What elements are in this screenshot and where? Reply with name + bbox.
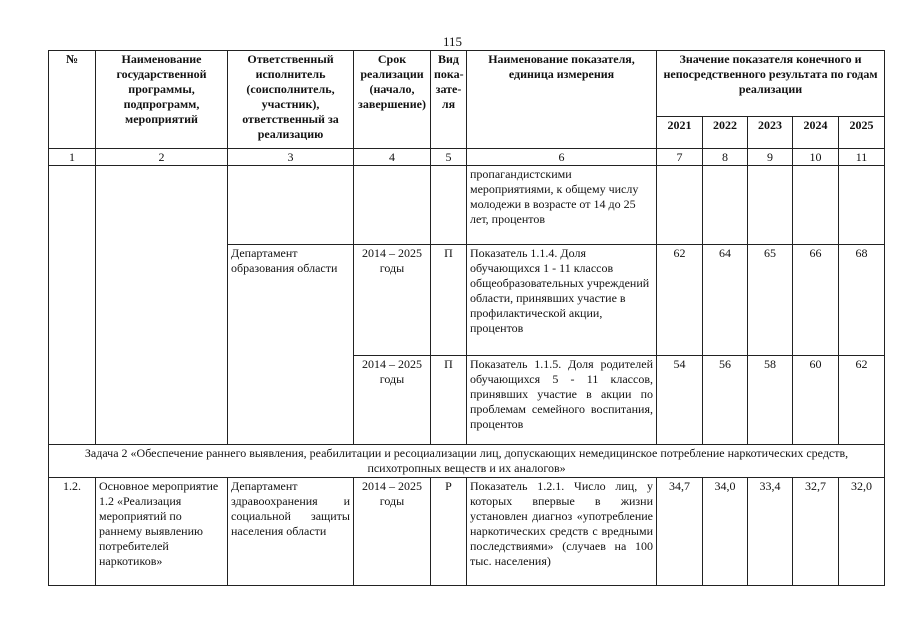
col-number: 2 xyxy=(96,149,228,166)
cell-executor: Департамент образования области xyxy=(228,245,354,445)
col-number: 7 xyxy=(657,149,703,166)
cell-indicator: пропагандистскими мероприятиями, к общему числу молодежи в возрасте от 14 до 25 лет, процентов xyxy=(467,166,657,245)
cell-value: 56 xyxy=(703,356,748,445)
year-2025: 2025 xyxy=(839,117,885,149)
cell-term: 2014 – 2025 годы xyxy=(354,356,431,445)
col-number: 8 xyxy=(703,149,748,166)
table-row xyxy=(49,166,885,245)
cell-kind xyxy=(431,166,467,245)
cell-kind: П xyxy=(431,245,467,356)
cell-num: 1.2. xyxy=(49,478,96,586)
col-number: 4 xyxy=(354,149,431,166)
cell-indicator: Показатель 1.2.1. Число лиц, у которых впервые в жизни установлен диагноз «употребление наркотических средств с вредными последствиями» (случаев на 100 тыс. населения) xyxy=(467,478,657,586)
cell-value xyxy=(657,166,703,245)
page-number: 115 xyxy=(442,34,463,49)
year-2024: 2024 xyxy=(793,117,839,149)
cell-term xyxy=(354,166,431,245)
table-row xyxy=(49,478,885,586)
cell-term: 2014 – 2025 годы xyxy=(354,245,431,356)
cell-value: 66 xyxy=(793,245,839,356)
header-program: Наименование государственной программы, подпрограмм, мероприятий xyxy=(96,51,228,149)
indicators-table xyxy=(48,50,885,586)
cell-value xyxy=(793,166,839,245)
cell-value: 62 xyxy=(839,356,885,445)
header-values-title: Значение показателя конечного и непосредственного результата по годам реализации xyxy=(657,51,885,117)
cell-kind: П xyxy=(431,356,467,445)
task-row xyxy=(49,445,885,478)
cell-value: 34,0 xyxy=(703,478,748,586)
col-number: 9 xyxy=(748,149,793,166)
cell-value: 34,7 xyxy=(657,478,703,586)
task-title: Задача 2 «Обеспечение раннего выявления, реабилитации и ресоциализации лиц, допускающих немедицинское потребление наркотических средств, психотропных веществ и их аналогов» xyxy=(49,445,885,478)
cell-program xyxy=(96,166,228,445)
cell-executor: Департамент здравоохранения и социальной защиты населения области xyxy=(228,478,354,586)
col-number: 6 xyxy=(467,149,657,166)
cell-value: 58 xyxy=(748,356,793,445)
cell-value: 62 xyxy=(657,245,703,356)
col-number: 11 xyxy=(839,149,885,166)
cell-program: Основное мероприятие 1.2 «Реализация мероприятий по раннему выявлению потребителей наркотиков» xyxy=(96,478,228,586)
header-executor: Ответственный исполнитель (соисполнитель, участник), ответственный за реализацию xyxy=(228,51,354,149)
cell-value: 32,7 xyxy=(793,478,839,586)
cell-executor xyxy=(228,166,354,245)
header-num: № xyxy=(49,51,96,149)
year-2023: 2023 xyxy=(748,117,793,149)
cell-term: 2014 – 2025 годы xyxy=(354,478,431,586)
header-indicator: Наименование показателя, единица измерения xyxy=(467,51,657,149)
col-number: 1 xyxy=(49,149,96,166)
cell-value: 60 xyxy=(793,356,839,445)
header-term: Срок реализации (начало, завершение) xyxy=(354,51,431,149)
cell-value: 54 xyxy=(657,356,703,445)
header-kind: Вид пока-зате-ля xyxy=(431,51,467,149)
year-2021: 2021 xyxy=(657,117,703,149)
col-number: 10 xyxy=(793,149,839,166)
cell-value xyxy=(703,166,748,245)
cell-value: 68 xyxy=(839,245,885,356)
cell-num xyxy=(49,166,96,445)
cell-indicator: Показатель 1.1.5. Доля родителей обучающихся 5 - 11 классов, принявших участие в акции по проблемам семейного воспитания, процентов xyxy=(467,356,657,445)
cell-value xyxy=(748,166,793,245)
year-2022: 2022 xyxy=(703,117,748,149)
col-number: 3 xyxy=(228,149,354,166)
cell-value: 33,4 xyxy=(748,478,793,586)
cell-value: 65 xyxy=(748,245,793,356)
cell-value: 64 xyxy=(703,245,748,356)
cell-indicator: Показатель 1.1.4. Доля обучающихся 1 - 11 классов общеобразовательных учреждений области, принявших участие в профилактической акции, процентов xyxy=(467,245,657,356)
cell-value xyxy=(839,166,885,245)
cell-value: 32,0 xyxy=(839,478,885,586)
col-number: 5 xyxy=(431,149,467,166)
cell-kind: Р xyxy=(431,478,467,586)
